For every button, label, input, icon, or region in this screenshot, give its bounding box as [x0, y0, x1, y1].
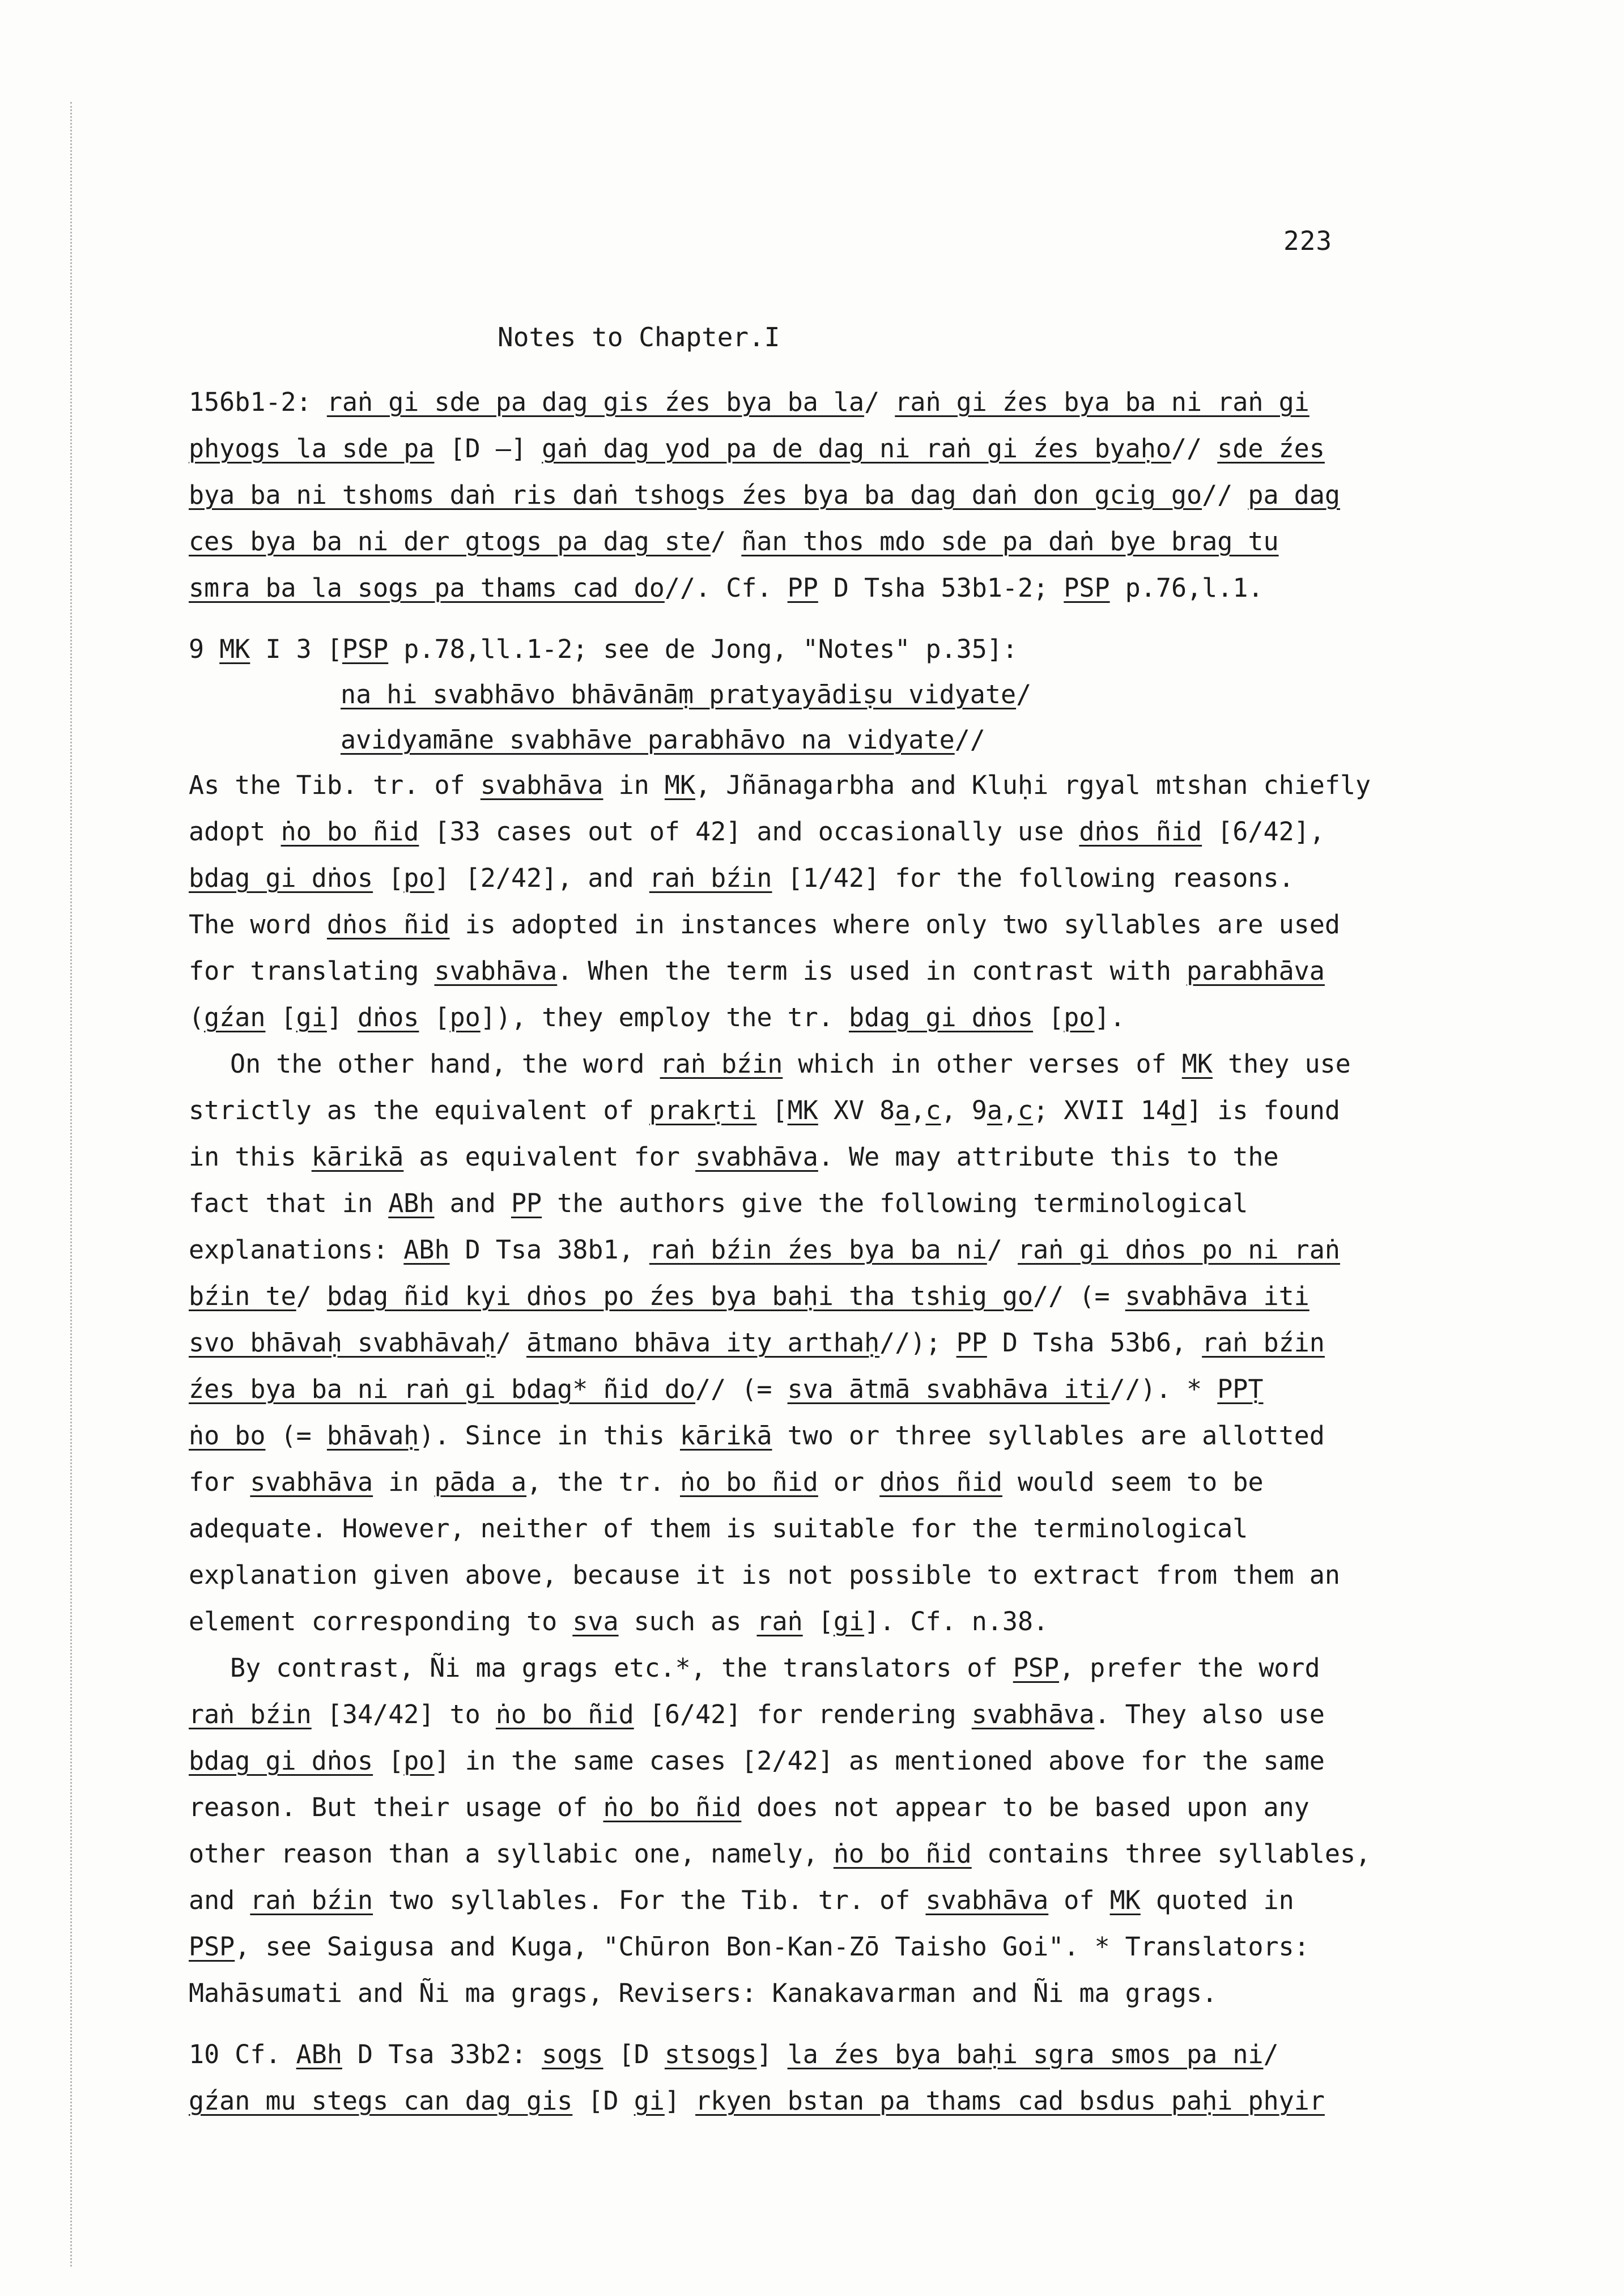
underlined-term: ces bya ba ni der gtogs pa dag ste: [189, 526, 711, 556]
underlined-term: po: [403, 1746, 435, 1776]
text-run: explanations:: [189, 1235, 404, 1265]
underlined-term: ṅo bo ñid: [680, 1467, 818, 1497]
text-run: [: [373, 1746, 404, 1776]
text-run: //: [1171, 433, 1218, 464]
text-run: , Jñānagarbha and Kluḥi rgyal mtshan chiefly: [695, 770, 1371, 800]
text-run: for: [189, 1467, 250, 1497]
underlined-term: smra ba la sogs pa thams cad do: [189, 573, 665, 603]
text-line: [189, 1837, 1371, 1871]
text-line: [189, 1001, 1125, 1035]
text-run: D Tsha 53b6,: [987, 1328, 1202, 1358]
text-run: [: [419, 1002, 450, 1032]
underlined-term: a: [895, 1095, 911, 1125]
underlined-term: stsogs: [664, 2039, 757, 2069]
text-run: [: [373, 863, 404, 893]
text-run: would seem to be: [1002, 1467, 1264, 1497]
text-run: strictly as the equivalent of: [189, 1095, 649, 1125]
underlined-term: MK: [219, 634, 250, 664]
underlined-term: gźan mu stegs can dag gis: [189, 2086, 573, 2116]
underlined-term: PSP: [342, 634, 389, 664]
underlined-term: PP: [511, 1188, 542, 1218]
underlined-term: ABh: [296, 2039, 342, 2069]
text-run: . We may attribute this to the: [818, 1142, 1279, 1172]
text-run: [D: [572, 2086, 634, 2116]
underlined-term: raṅ bźin źes bya ba ni: [649, 1235, 987, 1265]
underlined-term: svabhāva: [925, 1885, 1049, 1915]
text-run: other reason than a syllabic one, namely,: [189, 1839, 834, 1869]
text-line: [189, 861, 1294, 895]
text-run: , prefer the word: [1059, 1653, 1320, 1683]
text-run: does not appear to be based upon any: [741, 1792, 1310, 1822]
underlined-term: parabhāva: [1187, 956, 1325, 986]
text-line: [189, 1187, 1248, 1221]
underlined-term: c: [925, 1095, 941, 1125]
text-run: which in other verses of: [783, 1049, 1182, 1079]
underlined-term: dṅos ñid: [1079, 817, 1202, 847]
underlined-term: dṅos: [358, 1002, 419, 1032]
text-run: ] is found: [1187, 1095, 1340, 1125]
underlined-term: dṅos ñid: [326, 909, 450, 939]
underlined-term: svabhāva: [250, 1467, 373, 1497]
text-line: [189, 432, 1325, 466]
text-run: [34/42] to: [311, 1699, 496, 1729]
text-run: ]: [664, 2086, 696, 2116]
underlined-term: na hi svabhāvo bhāvānāṃ pratyayādiṣu vidyate: [341, 679, 1017, 709]
underlined-term: PSP: [1064, 573, 1110, 603]
text-line: [189, 1140, 1279, 1174]
text-run: ] [2/42], and: [434, 863, 649, 893]
text-run: [33 cases out of 42] and occasionally use: [419, 817, 1079, 847]
text-run: the authors give the following terminological: [542, 1188, 1248, 1218]
text-run: /: [864, 387, 895, 417]
underlined-term: ṅo bo ñid: [495, 1699, 634, 1729]
text-run: ]), they employ the tr.: [480, 1002, 849, 1032]
text-line: [189, 525, 1279, 559]
text-run: reason. But their usage of: [189, 1792, 603, 1822]
underlined-term: po: [449, 1002, 481, 1032]
text-run: D Tsa 38b1,: [449, 1235, 649, 1265]
text-run: /: [1016, 679, 1032, 709]
text-line: [189, 1744, 1325, 1778]
underlined-term: sogs: [542, 2039, 603, 2069]
text-run: /: [1263, 2039, 1279, 2069]
text-run: 9: [189, 634, 220, 664]
text-line: [189, 1558, 1340, 1592]
underlined-term: PPṬ: [1217, 1374, 1264, 1404]
underlined-term: svabhāva: [434, 956, 558, 986]
text-line: [189, 1326, 1325, 1360]
underlined-term: ṅo bo ñid: [280, 817, 419, 847]
text-line: [189, 2038, 1279, 2072]
text-line: [189, 768, 1371, 802]
underlined-term: MK: [1181, 1049, 1213, 1079]
text-run: [D —]: [434, 433, 542, 464]
underlined-term: gi: [833, 1606, 865, 1636]
text-run: and: [434, 1188, 511, 1218]
underlined-term: bya ba ni tshoms daṅ ris daṅ tshogs źes bya ba dag daṅ don gcig go: [189, 480, 1202, 510]
text-run: ]: [326, 1002, 358, 1032]
underlined-term: bdag gi dṅos: [849, 1002, 1034, 1032]
underlined-term: a: [987, 1095, 1002, 1125]
underlined-term: PSP: [1013, 1653, 1059, 1683]
text-line: [189, 385, 1310, 419]
text-run: //). *: [1109, 1374, 1218, 1404]
underlined-term: ṅo bo ñid: [833, 1839, 972, 1869]
text-line: [230, 1047, 1351, 1081]
underlined-term: raṅ gi sde pa dag gis źes bya ba la: [326, 387, 865, 417]
text-run: ,: [1002, 1095, 1018, 1125]
text-run: [6/42],: [1202, 817, 1325, 847]
underlined-term: sva ātmā svabhāva iti: [787, 1374, 1110, 1404]
text-run: p.76,l.1.: [1109, 573, 1264, 603]
text-run: (=: [265, 1421, 327, 1451]
underlined-term: c: [1018, 1095, 1034, 1125]
underlined-term: ñan thos mdo sde pa daṅ bye brag tu: [741, 526, 1279, 556]
underlined-term: źes bya ba ni raṅ gi bdag* ñid do: [189, 1374, 696, 1404]
underlined-term: raṅ: [756, 1606, 803, 1636]
underlined-term: raṅ gi źes bya ba ni raṅ gi: [895, 387, 1310, 417]
text-run: (: [189, 1002, 205, 1032]
scan-edge-mark: [70, 102, 72, 2267]
page-heading: Notes to Chapter.I: [498, 322, 780, 352]
text-run: //. Cf.: [664, 573, 788, 603]
text-run: in: [603, 770, 665, 800]
text-line: [189, 478, 1340, 512]
text-run: Mahāsumati and Ñi ma grags, Revisers: Kanakavarman and Ñi ma grags.: [189, 1978, 1218, 2008]
text-run: is adopted in instances where only two syllables are used: [449, 909, 1340, 939]
underlined-term: sva: [572, 1606, 619, 1636]
text-run: ]. Cf. n.38.: [864, 1606, 1049, 1636]
text-run: p.78,ll.1-2; see de Jong, "Notes" p.35]:: [388, 634, 1018, 664]
text-run: /: [711, 526, 742, 556]
text-run: , 9: [941, 1095, 987, 1125]
underlined-term: svo bhāvaḥ svabhāvaḥ: [189, 1328, 496, 1358]
underlined-term: svabhāva: [971, 1699, 1095, 1729]
text-run: // (=: [695, 1374, 788, 1404]
underlined-term: MK: [787, 1095, 818, 1125]
underlined-term: raṅ bźin: [1202, 1328, 1325, 1358]
underlined-term: PP: [956, 1328, 987, 1358]
underlined-term: phyogs la sde pa: [189, 433, 435, 464]
text-run: explanation given above, because it is not possible to extract from them an: [189, 1560, 1340, 1590]
underlined-term: la źes bya baḥi sgra smos pa ni: [787, 2039, 1264, 2069]
text-run: /: [296, 1281, 327, 1311]
text-line: [189, 1233, 1340, 1267]
text-line: [189, 2084, 1325, 2118]
text-run: //: [1202, 480, 1248, 510]
underlined-term: rkyen bstan pa thams cad bsdus paḥi phyir: [695, 2086, 1325, 2116]
underlined-term: ṅo bo ñid: [603, 1792, 742, 1822]
text-line: [189, 815, 1325, 849]
text-run: quoted in: [1140, 1885, 1294, 1915]
text-run: adequate. However, neither of them is suitable for the terminological: [189, 1513, 1248, 1544]
underlined-term: kārikā: [311, 1142, 404, 1172]
text-line: [230, 1651, 1320, 1685]
underlined-term: prakṛti: [649, 1095, 757, 1125]
text-run: , see Saigusa and Kuga, "Chūron Bon-Kan-Zō Taisho Goi". * Translators:: [235, 1932, 1310, 1962]
text-run: On the other hand, the word: [230, 1049, 660, 1079]
text-line: [189, 1605, 1048, 1639]
text-run: I 3 [: [250, 634, 342, 664]
underlined-term: MK: [1109, 1885, 1141, 1915]
text-line: [189, 1791, 1310, 1825]
underlined-term: bdag gi dṅos: [189, 1746, 373, 1776]
text-run: [: [265, 1002, 296, 1032]
underlined-term: bźin te: [189, 1281, 296, 1311]
text-run: // (=: [1033, 1281, 1125, 1311]
underlined-term: raṅ bźin: [660, 1049, 783, 1079]
text-line: [189, 954, 1325, 988]
text-run: ]: [756, 2039, 788, 2069]
text-run: , the tr.: [526, 1467, 680, 1497]
text-line: [189, 632, 1018, 666]
underlined-term: avidyamāne svabhāve parabhāvo na vidyate: [341, 725, 955, 755]
text-run: [: [756, 1095, 788, 1125]
text-run: fact that in: [189, 1188, 389, 1218]
text-run: As the Tib. tr. of: [189, 770, 481, 800]
text-run: . When the term is used in contrast with: [557, 956, 1187, 986]
text-line: [189, 1976, 1217, 2010]
page-number: 223: [1283, 226, 1333, 256]
text-run: . They also use: [1094, 1699, 1325, 1729]
underlined-term: po: [1064, 1002, 1095, 1032]
text-run: XV 8: [818, 1095, 895, 1125]
underlined-term: gi: [296, 1002, 327, 1032]
text-run: element corresponding to: [189, 1606, 573, 1636]
text-run: //: [954, 725, 985, 755]
underlined-term: bhāvaḥ: [326, 1421, 419, 1451]
underlined-term: ABh: [403, 1235, 450, 1265]
text-line: [189, 1372, 1264, 1406]
text-run: [1/42] for the following reasons.: [772, 863, 1294, 893]
text-line: [189, 1465, 1264, 1499]
text-run: as equivalent for: [403, 1142, 696, 1172]
text-run: they use: [1212, 1049, 1351, 1079]
underlined-term: PSP: [189, 1932, 235, 1962]
text-run: adopt: [189, 817, 281, 847]
text-run: [: [802, 1606, 834, 1636]
text-line: [189, 1930, 1310, 1964]
text-line: [189, 1512, 1248, 1546]
text-run: By contrast, Ñi ma grags etc.*, the translators of: [230, 1653, 1013, 1683]
text-line: [341, 723, 985, 757]
underlined-term: PP: [787, 573, 818, 603]
underlined-term: pāda a: [434, 1467, 527, 1497]
text-run: The word: [189, 909, 327, 939]
text-run: and: [189, 1885, 250, 1915]
underlined-term: raṅ bźin: [189, 1699, 312, 1729]
text-run: of: [1048, 1885, 1110, 1915]
text-run: [6/42] for rendering: [634, 1699, 972, 1729]
text-line: [341, 678, 1031, 712]
text-run: two syllables. For the Tib. tr. of: [373, 1885, 926, 1915]
text-run: ; XVII 14: [1033, 1095, 1171, 1125]
text-run: for translating: [189, 956, 435, 986]
text-run: ].: [1094, 1002, 1125, 1032]
underlined-term: raṅ bźin: [649, 863, 772, 893]
underlined-term: svabhāva: [695, 1142, 818, 1172]
text-run: contains three syllables,: [971, 1839, 1371, 1869]
underlined-term: gaṅ dag yod pa de dag ni raṅ gi źes byaḥo: [542, 433, 1171, 464]
text-run: ,: [910, 1095, 926, 1125]
text-line: [189, 1883, 1294, 1917]
underlined-term: raṅ gi dṅos po ni raṅ: [1018, 1235, 1340, 1265]
text-run: two or three syllables are allotted: [772, 1421, 1325, 1451]
underlined-term: kārikā: [679, 1421, 772, 1451]
text-run: or: [818, 1467, 880, 1497]
underlined-term: svabhāva: [480, 770, 603, 800]
text-run: such as: [618, 1606, 757, 1636]
text-run: ). Since in this: [419, 1421, 680, 1451]
underlined-term: svabhāva iti: [1125, 1281, 1310, 1311]
text-line: [189, 571, 1264, 605]
underlined-term: bdag gi dṅos: [189, 863, 373, 893]
underlined-term: gźan: [204, 1002, 266, 1032]
underlined-term: d: [1171, 1095, 1187, 1125]
underlined-term: bdag ñid kyi dṅos po źes bya baḥi tha tshig go: [326, 1281, 1034, 1311]
underlined-term: po: [403, 863, 435, 893]
underlined-term: ātmano bhāva ity arthaḥ: [526, 1328, 880, 1358]
underlined-term: sde źes: [1217, 433, 1325, 464]
text-run: /: [987, 1235, 1018, 1265]
underlined-term: dṅos ñid: [879, 1467, 1002, 1497]
text-run: D Tsha 53b1-2;: [818, 573, 1064, 603]
underlined-term: pa dag: [1248, 480, 1340, 510]
text-run: 10 Cf.: [189, 2039, 296, 2069]
text-run: in this: [189, 1142, 312, 1172]
text-run: [: [1033, 1002, 1064, 1032]
underlined-term: raṅ bźin: [250, 1885, 373, 1915]
text-run: [D: [603, 2039, 665, 2069]
text-line: [189, 908, 1340, 942]
underlined-term: gi: [634, 2086, 665, 2116]
text-run: 156b1-2:: [189, 387, 327, 417]
text-run: /: [495, 1328, 527, 1358]
text-line: [189, 1279, 1310, 1313]
text-line: [189, 1419, 1325, 1453]
underlined-term: ṅo bo: [189, 1421, 266, 1451]
underlined-term: MK: [664, 770, 696, 800]
text-run: //);: [879, 1328, 956, 1358]
text-run: D Tsa 33b2:: [342, 2039, 542, 2069]
text-run: ] in the same cases [2/42] as mentioned above for the same: [434, 1746, 1325, 1776]
text-line: [189, 1094, 1340, 1128]
underlined-term: ABh: [388, 1188, 435, 1218]
text-line: [189, 1698, 1325, 1732]
text-run: in: [373, 1467, 435, 1497]
